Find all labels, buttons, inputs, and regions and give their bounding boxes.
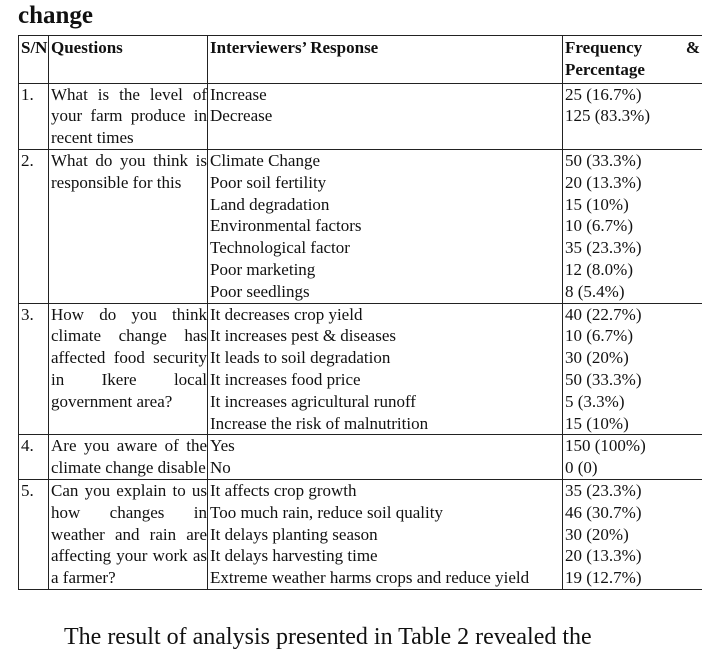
response-item: Too much rain, reduce soil quality: [210, 502, 443, 522]
header-percentage: Percentage: [565, 59, 645, 79]
row-sn: 4.: [19, 435, 49, 480]
table-row: [19, 479, 702, 589]
frequency-item: 46 (30.7%): [565, 502, 642, 522]
frequency-item: 50 (33.3%): [565, 150, 642, 170]
frequency-item: 15 (10%): [565, 413, 629, 433]
frequency-item: 25 (16.7%): [565, 84, 642, 104]
frequency-item: 19 (12.7%): [565, 568, 642, 588]
frequency-item: 20 (13.3%): [565, 546, 642, 566]
frequency-item: 30 (20%): [565, 348, 629, 368]
table-body: [19, 83, 702, 589]
response-item: Technological factor: [210, 238, 350, 258]
row-responses: [208, 303, 563, 435]
table-row: [19, 149, 702, 303]
row-question: How do you think climate change has affected food security in Ikere local government area?: [49, 303, 208, 435]
row-sn: 2.: [19, 149, 49, 303]
page-title: change: [18, 2, 93, 29]
frequency-item: 125 (83.3%): [565, 106, 650, 126]
response-item: Poor seedlings: [210, 281, 310, 301]
row-question: Can you explain to us how changes in weather and rain are affecting your work as a farmer?: [49, 479, 208, 589]
response-item: Yes: [210, 436, 235, 456]
header-sn: S/N: [19, 36, 49, 84]
row-responses: [208, 479, 563, 589]
frequency-item: 35 (23.3%): [565, 480, 642, 500]
row-sn: 5.: [19, 479, 49, 589]
response-item: Climate Change: [210, 150, 321, 170]
response-item: It leads to soil degradation: [210, 348, 391, 368]
row-frequencies: [563, 303, 702, 435]
row-frequencies: [563, 149, 702, 303]
table-row: [19, 435, 702, 480]
frequency-item: 150 (100%): [565, 436, 646, 456]
row-question: What is the level of your farm produce in recent times: [49, 83, 208, 149]
row-responses: [208, 435, 563, 480]
row-sn: 1.: [19, 83, 49, 149]
row-question: Are you aware of the climate change disable: [49, 435, 208, 480]
frequency-item: 5 (3.3%): [565, 391, 625, 411]
frequency-item: 50 (33.3%): [565, 369, 642, 389]
frequency-item: 10 (6.7%): [565, 216, 633, 236]
response-item: Extreme weather harms crops and reduce yield: [210, 568, 530, 588]
row-frequencies: [563, 479, 702, 589]
survey-table: [18, 35, 702, 590]
row-question: What do you think is responsible for this: [49, 149, 208, 303]
header-questions: Questions: [49, 36, 208, 84]
frequency-item: 20 (13.3%): [565, 172, 642, 192]
response-item: It delays planting season: [210, 524, 378, 544]
frequency-item: 0 (0): [565, 458, 598, 478]
response-item: It decreases crop yield: [210, 304, 363, 324]
response-item: Decrease: [210, 106, 273, 126]
response-item: Poor marketing: [210, 259, 316, 279]
response-item: Increase: [210, 84, 267, 104]
table-row: [19, 83, 702, 149]
response-item: No: [210, 458, 231, 478]
response-item: It increases food price: [210, 369, 361, 389]
row-responses: [208, 149, 563, 303]
row-frequencies: [563, 83, 702, 149]
frequency-item: 8 (5.4%): [565, 281, 625, 301]
header-response: Interviewers’ Response: [208, 36, 563, 84]
row-sn: 3.: [19, 303, 49, 435]
table-header-row: [19, 36, 702, 84]
header-frequency-word: Frequency: [565, 38, 643, 57]
header-frequency: [563, 36, 702, 84]
frequency-item: 40 (22.7%): [565, 304, 642, 324]
body-paragraph-next-line-fragment: [18, 655, 702, 663]
response-item: It increases pest & diseases: [210, 326, 396, 346]
header-frequency-amp: &: [685, 38, 700, 57]
frequency-item: 12 (8.0%): [565, 259, 633, 279]
response-item: It delays harvesting time: [210, 546, 378, 566]
response-item: It increases agricultural runoff: [210, 391, 416, 411]
body-paragraph: The result of analysis presented in Table 2 revealed the: [64, 624, 592, 650]
row-frequencies: [563, 435, 702, 480]
response-item: Environmental factors: [210, 216, 362, 236]
response-item: It affects crop growth: [210, 480, 357, 500]
frequency-item: 30 (20%): [565, 524, 629, 544]
table-row: [19, 303, 702, 435]
frequency-item: 15 (10%): [565, 194, 629, 214]
frequency-item: 10 (6.7%): [565, 326, 633, 346]
row-responses: [208, 83, 563, 149]
frequency-item: 35 (23.3%): [565, 238, 642, 258]
response-item: Land degradation: [210, 194, 330, 214]
response-item: Poor soil fertility: [210, 172, 327, 192]
response-item: Increase the risk of malnutrition: [210, 413, 429, 433]
